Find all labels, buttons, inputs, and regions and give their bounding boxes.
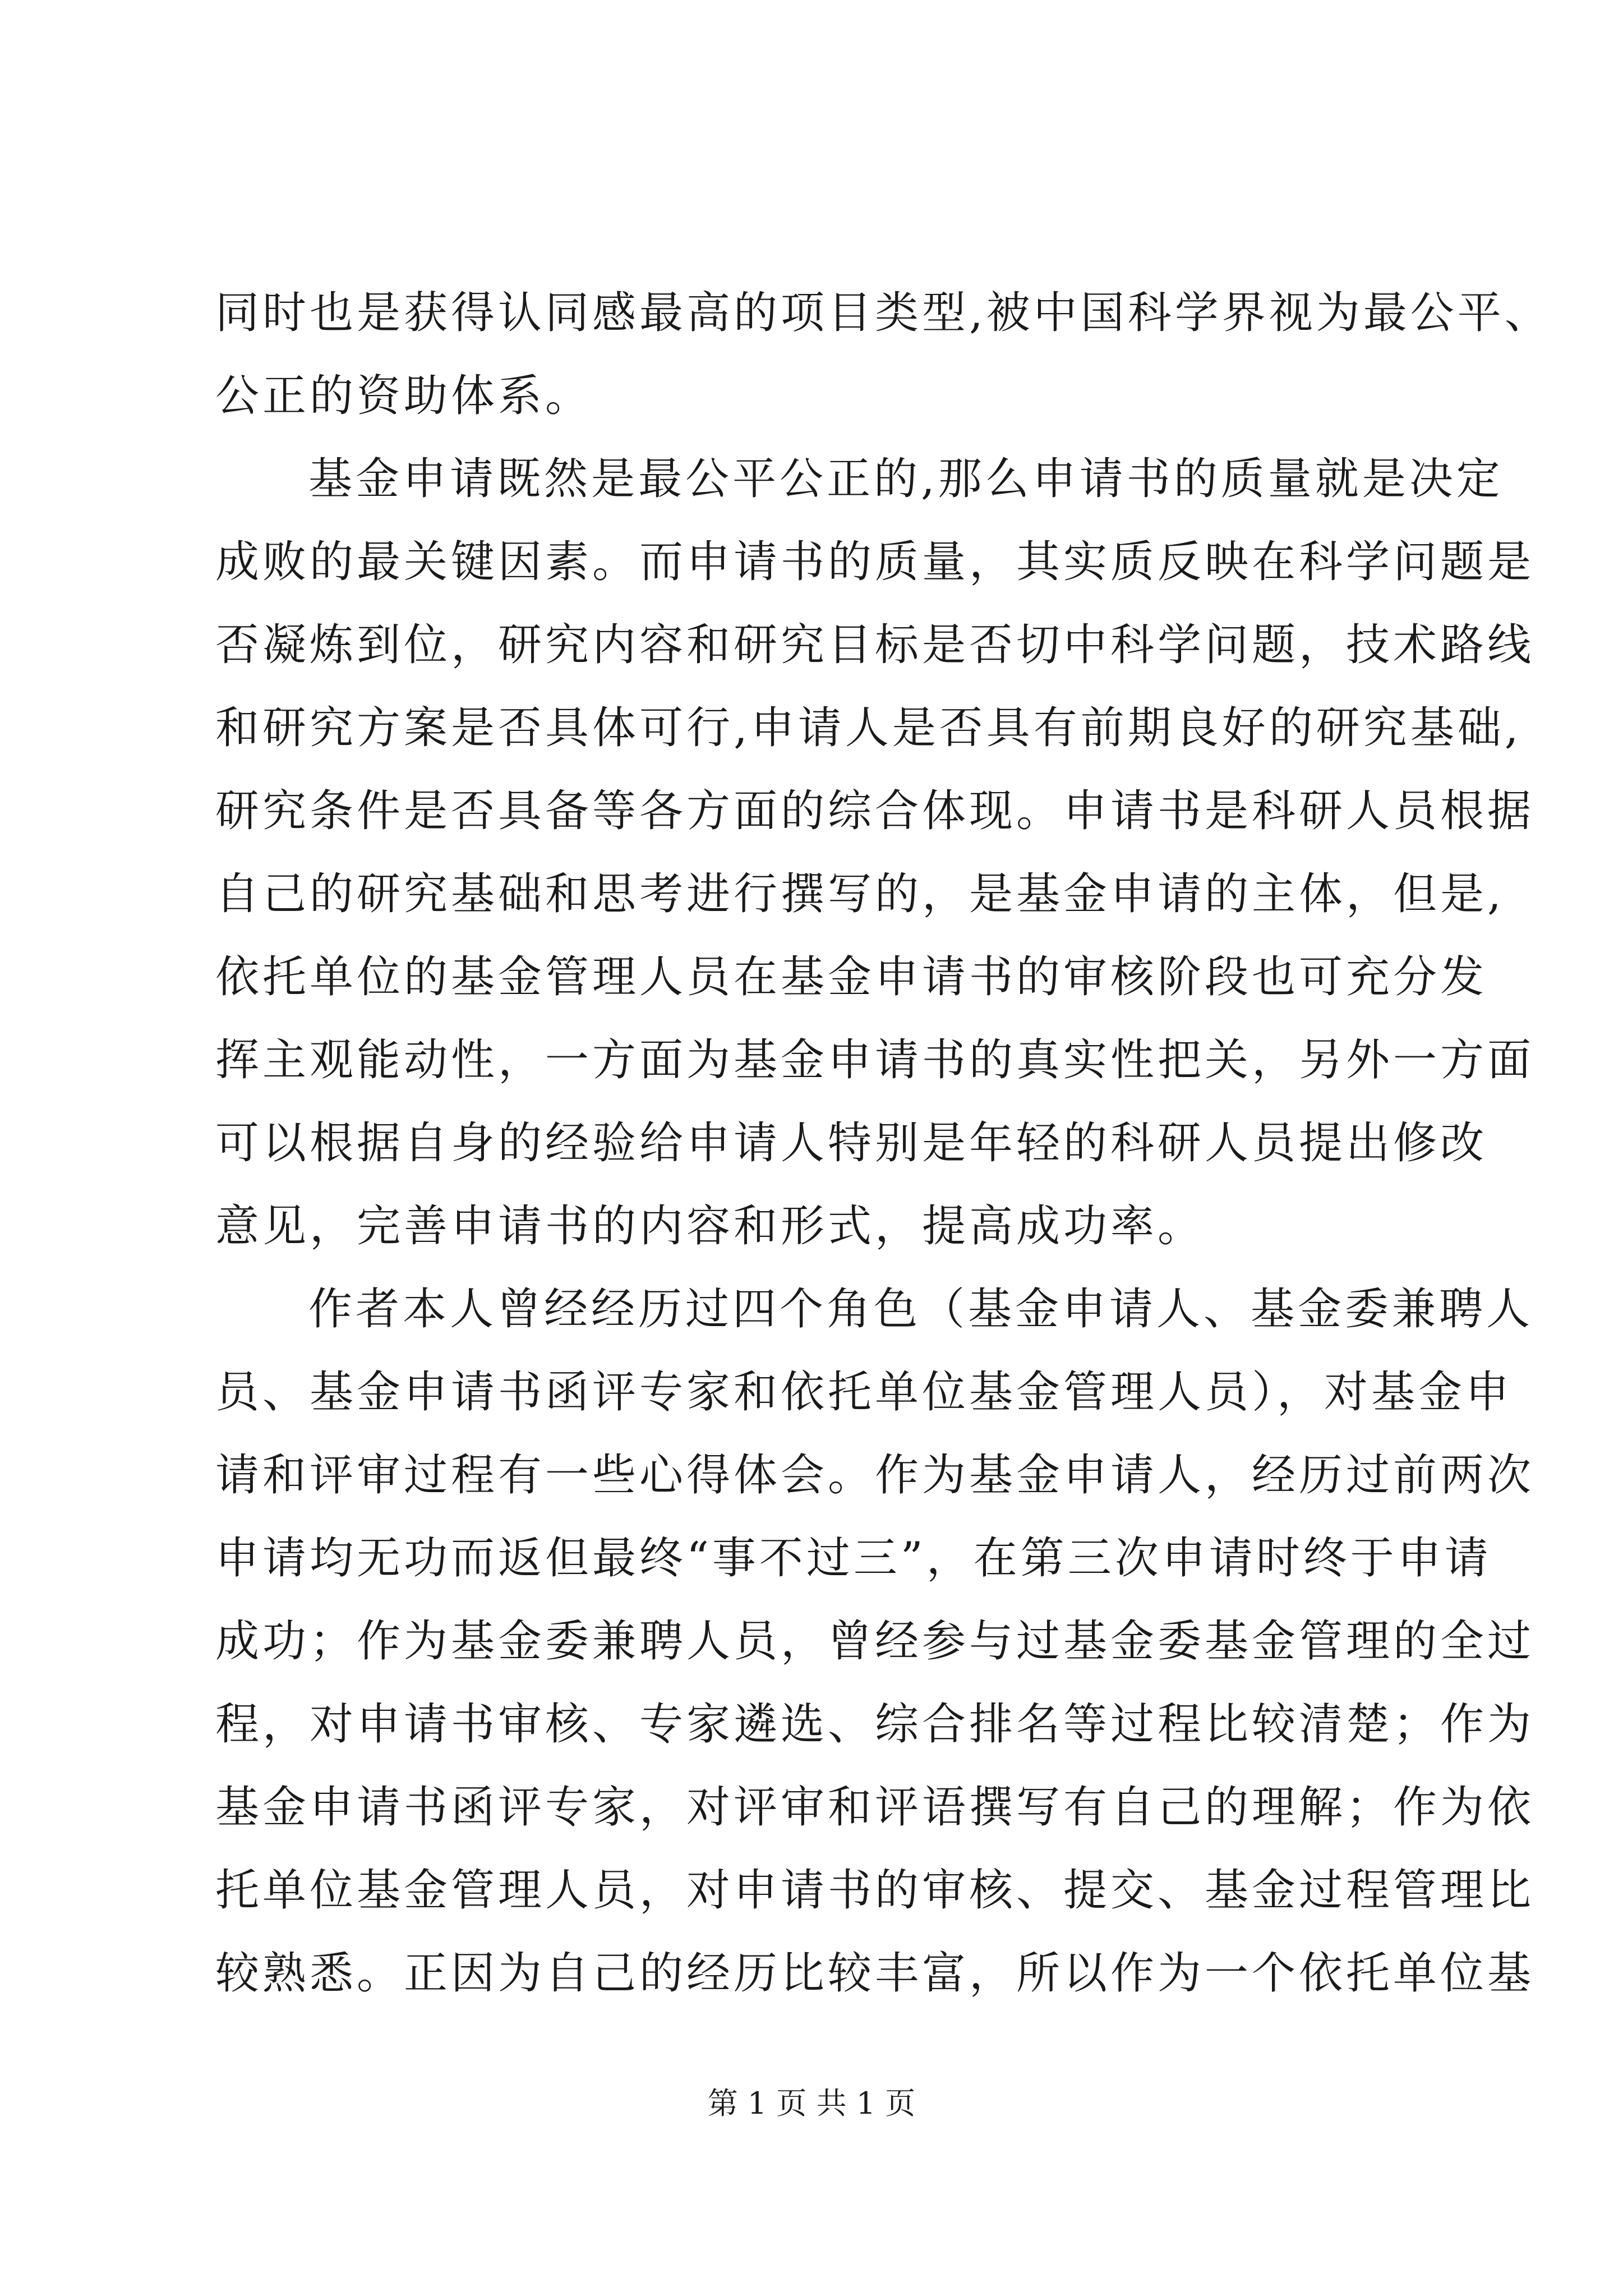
text-line: 成败的最关键因素。而申请书的质量，其实质反映在科学问题是 [215, 537, 1535, 587]
text-line: 较熟悉。正因为自己的经历比较丰富，所以作为一个依托单位基 [215, 1948, 1535, 1999]
text-line: 自己的研究基础和思考进行撰写的，是基金申请的主体，但是, [215, 869, 1505, 919]
text-line: 研究条件是否具备等各方面的综合体现。申请书是科研人员根据 [215, 786, 1535, 836]
text-line: 挥主观能动性，一方面为基金申请书的真实性把关，另外一方面 [215, 1035, 1535, 1085]
document-body [215, 272, 1552, 2015]
text-line: 同时也是获得认同感最高的项目类型,被中国科学界视为最公平、 [215, 288, 1552, 338]
text-line: 请和评审过程有一些心得体会。作为基金申请人，经历过前两次 [215, 1450, 1535, 1501]
text-line: 程，对申请书审核、专家遴选、综合排名等过程比较清楚；作为 [215, 1699, 1535, 1750]
text-line: 托单位基金管理人员，对申请书的审核、提交、基金过程管理比 [215, 1865, 1535, 1916]
text-line: 否凝炼到位，研究内容和研究目标是否切中科学问题，技术路线 [215, 620, 1535, 670]
text-line: 成功；作为基金委兼聘人员，曾经参与过基金委基金管理的全过 [215, 1616, 1535, 1667]
text-line: 基金申请既然是最公平公正的,那么申请书的质量就是决定 [308, 454, 1504, 504]
text-line: 申请均无功而返但最终“事不过三”，在第三次申请时终于申请 [215, 1533, 1492, 1584]
text-line: 作者本人曾经经历过四个角色（基金申请人、基金委兼聘人 [308, 1284, 1534, 1335]
text-line: 意见，完善申请书的内容和形式，提高成功率。 [215, 1201, 1205, 1251]
text-line: 和研究方案是否具体可行,申请人是否具有前期良好的研究基础, [215, 703, 1522, 753]
text-line: 可以根据自身的经验给申请人特别是年轻的科研人员提出修改 [215, 1118, 1488, 1168]
page-footer: 第 1 页 共 1 页 [707, 2086, 916, 2121]
text-line: 公正的资助体系。 [215, 371, 593, 421]
text-line: 依托单位的基金管理人员在基金申请书的审核阶段也可充分发 [215, 952, 1488, 1002]
text-line: 基金申请书函评专家，对评审和评语撰写有自己的理解；作为依 [215, 1782, 1535, 1833]
text-line: 员、基金申请书函评专家和依托单位基金管理人员），对基金申 [215, 1367, 1513, 1418]
